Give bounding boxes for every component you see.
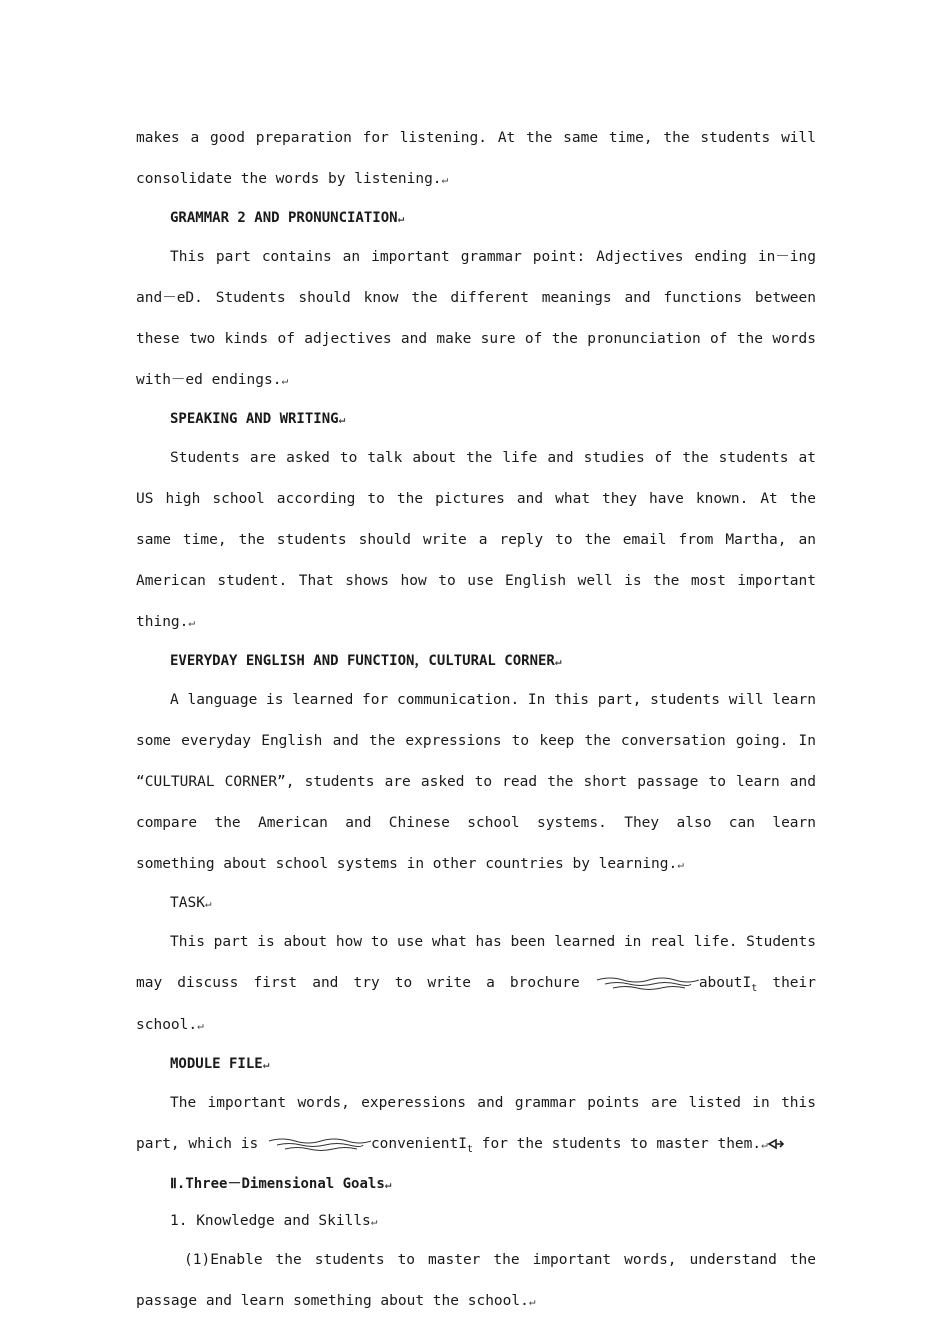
- paragraph-text: Students are asked to talk about the life and studies of the students at US high school according to the pictures and what they have known. At the same time, the students should write a reply to the email from Martha, an American student. That shows how to use English well is the most important thing.: [136, 450, 816, 630]
- heading-text: 1. Knowledge and Skills: [170, 1213, 371, 1229]
- cursor-mark: I: [742, 975, 752, 991]
- heading-knowledge: [170, 1203, 816, 1240]
- subscript-mark: t: [751, 983, 758, 994]
- wavy-underline-icon: [267, 1137, 371, 1151]
- paragraph-speaking: [136, 438, 816, 643]
- return-mark: ↵: [528, 1295, 535, 1308]
- heading-text: TASK: [170, 895, 205, 911]
- heading-task: [170, 885, 816, 922]
- return-mark: ↵: [384, 1178, 391, 1191]
- paragraph-text: their school.: [136, 975, 816, 1033]
- paragraph-everyday: [136, 680, 816, 885]
- return-mark: ↵: [188, 616, 195, 629]
- paragraph-text: (1)Enable the students to master the important words, understand the passage and learn something about the school.: [136, 1252, 816, 1309]
- return-mark: ↵: [677, 858, 683, 871]
- return-mark: ↵: [441, 173, 448, 186]
- cursor-mark: I: [458, 1136, 467, 1152]
- return-mark: ↵: [370, 1215, 377, 1228]
- paragraph-text: makes a good preparation for listening. At the same time, the students will consolidate the words by listening.: [136, 130, 816, 187]
- heading-text: EVERYDAY ENGLISH AND FUNCTION，CULTURAL CORNER: [170, 653, 555, 669]
- paragraph-text: about: [698, 975, 743, 991]
- heading-module: [170, 1046, 816, 1083]
- return-mark: ↵: [397, 212, 404, 225]
- anchor-icon: [767, 1138, 785, 1150]
- paragraph-module: [136, 1083, 816, 1166]
- heading-goals: [170, 1166, 816, 1203]
- wavy-underline-icon: [595, 976, 699, 990]
- return-mark: ↵: [281, 374, 288, 387]
- return-mark: ↵: [554, 655, 561, 668]
- return-mark: ↵: [761, 1138, 767, 1151]
- heading-grammar: [170, 200, 816, 237]
- paragraph-text: A language is learned for communication. In this part, students will learn some everyday English and the expressions to keep the conversation going. In “CULTURAL CORNER”, students are asked to read the short passage to learn and compare the American and Chinese school systems. They also can learn something about school systems in other countries by learning.: [136, 692, 817, 872]
- heading-text: Ⅱ.Three－Dimensional Goals: [170, 1176, 385, 1192]
- heading-text: SPEAKING AND WRITING: [170, 411, 339, 427]
- paragraph-text: for the students to master them.: [473, 1136, 762, 1152]
- paragraph-text: This part is about how to use what has been learned in real life. Students may discuss first and try to write a brochure: [136, 934, 817, 991]
- document-page: [136, 118, 816, 1322]
- return-mark: ↵: [204, 897, 211, 910]
- paragraph-knowledge: [136, 1240, 816, 1322]
- paragraph-grammar: [136, 237, 816, 401]
- paragraph-text: The important words, experessions and grammar points are listed in this part, which is: [136, 1095, 816, 1152]
- paragraph-listening: [136, 118, 816, 200]
- paragraph-text: This part contains an important grammar point: Adjectives ending in－ing and－eD. Students should know the different meanings and functions between these two kinds of adjectives and make sure of the pronunciation of the words with－ed endings.: [136, 249, 816, 388]
- heading-everyday: [170, 643, 816, 680]
- paragraph-task: [136, 922, 816, 1046]
- return-mark: ↵: [262, 1058, 269, 1071]
- heading-speaking: [170, 401, 816, 438]
- paragraph-text: convenient: [370, 1136, 459, 1152]
- subscript-mark: t: [467, 1144, 474, 1155]
- return-mark: ↵: [197, 1019, 203, 1032]
- heading-text: MODULE FILE: [170, 1056, 263, 1072]
- return-mark: ↵: [338, 413, 345, 426]
- heading-text: GRAMMAR 2 AND PRONUNCIATION: [170, 210, 398, 226]
